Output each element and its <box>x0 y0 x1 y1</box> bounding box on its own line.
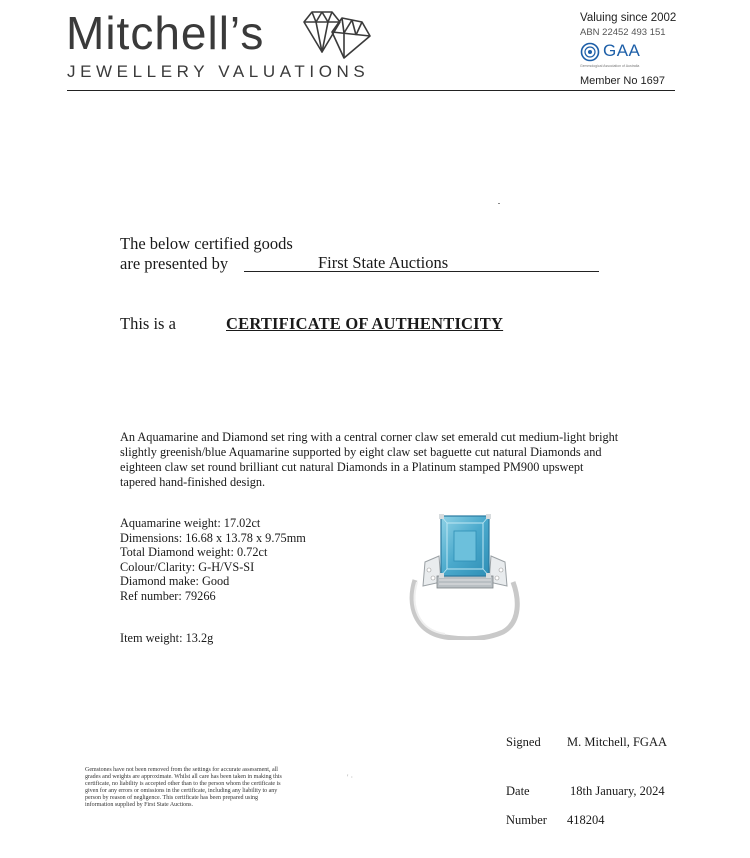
item-description: An Aquamarine and Diamond set ring with a central corner claw set emerald cut medium-light bright slightly greenish/blue Aquamarine supported by eight claw set baguette cut natural Diamonds and eighteen claw set round brilliant cut natural Diamonds in a Platinum stamped PM900 upswept tapered hand-finished design. <box>120 430 619 489</box>
date-value: 18th January, 2024 <box>570 784 665 798</box>
spec-ref-number: Ref number: 79266 <box>120 588 216 603</box>
abn-number: ABN 22452 493 151 <box>580 27 666 38</box>
number-value: 418204 <box>567 813 605 827</box>
diamond-logo-icon <box>298 8 374 62</box>
presenter-name: First State Auctions <box>318 253 449 272</box>
certificate-prefix: This is a <box>120 314 176 333</box>
gaa-emblem-icon <box>580 42 600 62</box>
spec-dimensions: Dimensions: 16.68 x 13.78 x 9.75mm <box>120 530 306 545</box>
valuing-since: Valuing since 2002 <box>580 12 677 24</box>
intro-line-2-prefix: are presented by <box>120 254 229 273</box>
spec-diamond-make: Diamond make: Good <box>120 574 230 589</box>
certificate-title: CERTIFICATE OF AUTHENTICITY <box>226 314 504 333</box>
spec-total-diamond-weight: Total Diamond weight: 0.72ct <box>120 545 268 560</box>
date-label: Date <box>506 784 530 798</box>
gaa-logo-subtext: Gemmological Association of Australia <box>580 64 640 68</box>
spec-colour-clarity: Colour/Clarity: G-H/VS-SI <box>120 559 255 574</box>
brand-name: Mitchell’s <box>66 7 265 59</box>
member-number: Member No 1697 <box>580 75 665 87</box>
stray-mark <box>498 203 500 204</box>
ring-photo <box>405 510 525 640</box>
stray-mark-2: ' · <box>347 773 354 782</box>
item-weight: Item weight: 13.2g <box>120 631 214 645</box>
intro-line-1: The below certified goods <box>120 234 293 253</box>
gaa-logo-text: GAA <box>603 41 641 60</box>
brand-subtitle: JEWELLERY VALUATIONS <box>67 62 370 81</box>
header-divider <box>67 90 675 91</box>
signed-label: Signed <box>506 735 541 749</box>
number-label: Number <box>506 813 547 827</box>
signed-value: M. Mitchell, FGAA <box>567 735 667 749</box>
disclaimer-text: Gemstones have not been removed from the settings for accurate assessment, all grades and weights are approximate. Whilst all care has been taken in making this certificate, no liability is accepted other than to the person whom the certificate is given for any errors or omissions in the certificate, including any liability to any person by reason of negligence. This certificate has been prepared using information supplied by First State Auctions. <box>85 767 282 808</box>
specs-list <box>120 516 306 604</box>
spec-aquamarine-weight: Aquamarine weight: 17.02ct <box>120 516 261 530</box>
